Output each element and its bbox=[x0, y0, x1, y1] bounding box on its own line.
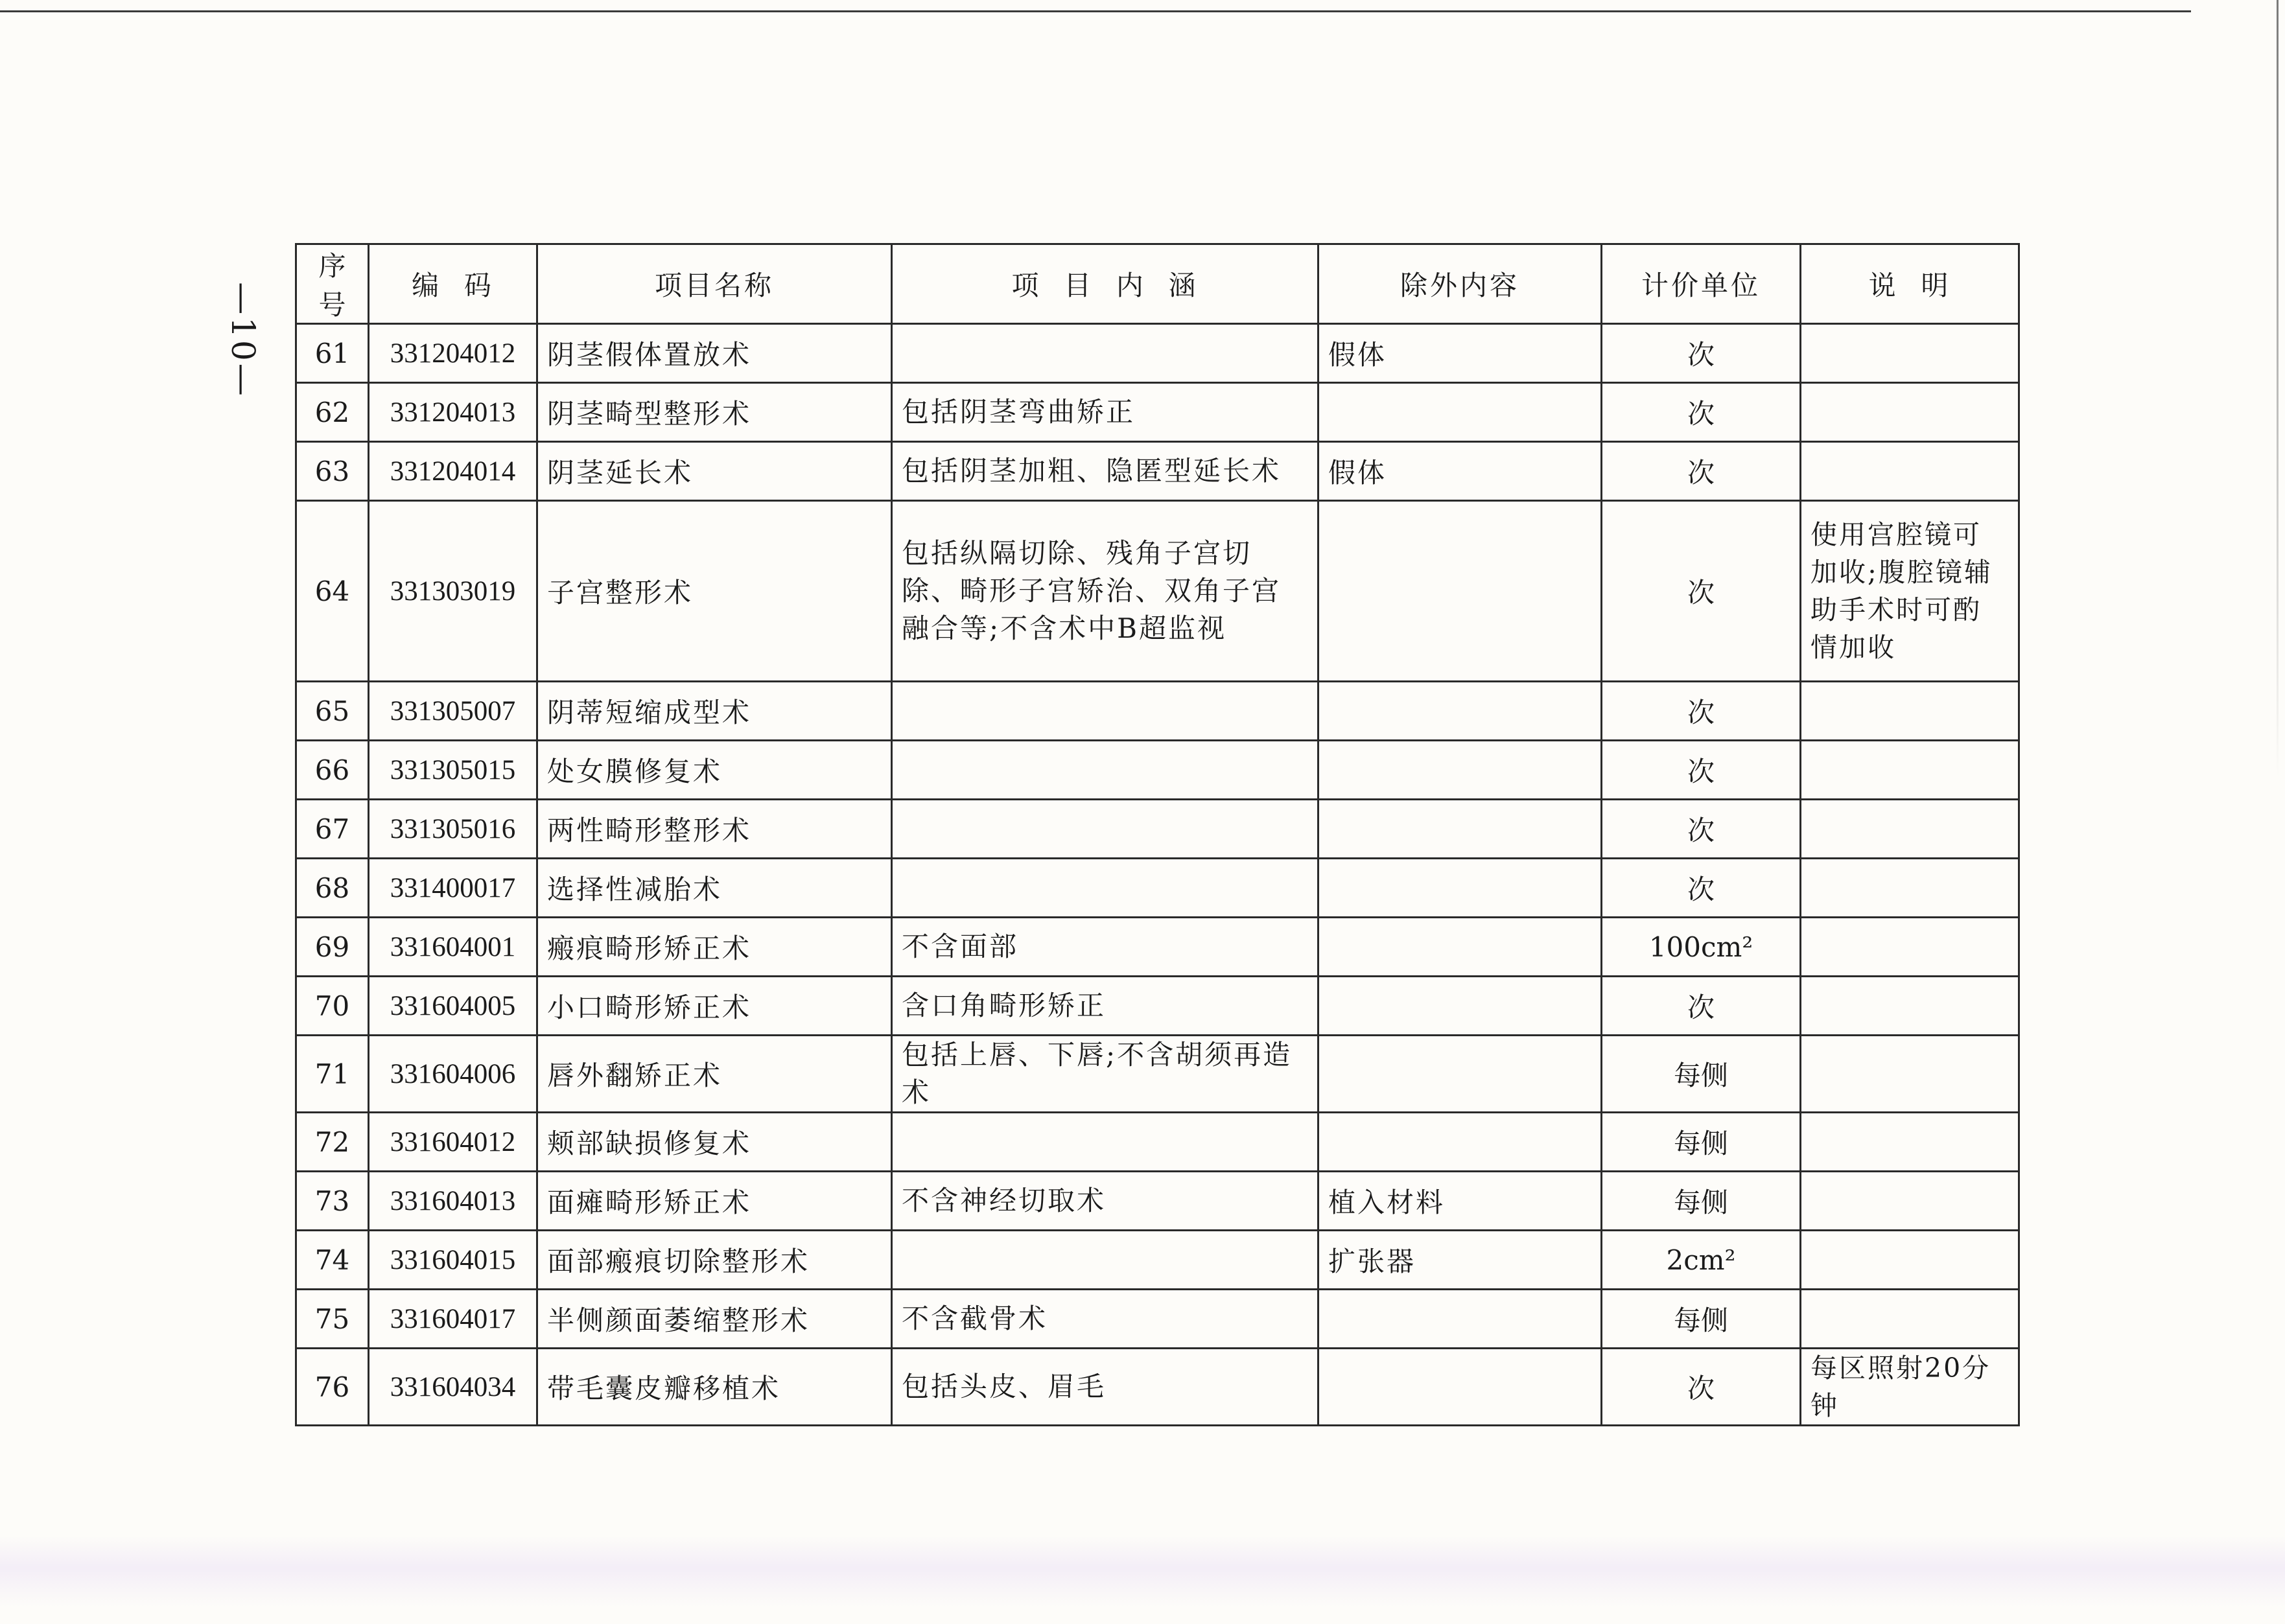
header-unit: 计价单位 bbox=[1602, 244, 1801, 324]
cell-note bbox=[1801, 1113, 2019, 1172]
cell-unit: 次 bbox=[1602, 324, 1801, 383]
page-number-text: —10— bbox=[224, 282, 262, 399]
cell-unit: 100cm² bbox=[1602, 918, 1801, 977]
cell-unit: 次 bbox=[1602, 383, 1801, 442]
cell-unit: 次 bbox=[1602, 977, 1801, 1036]
cell-code: 331604006 bbox=[369, 1036, 537, 1113]
cell-seq: 67 bbox=[296, 800, 369, 859]
cell-seq: 63 bbox=[296, 442, 369, 501]
cell-seq: 74 bbox=[296, 1231, 369, 1290]
cell-excluded bbox=[1318, 1290, 1602, 1349]
cell-name: 阴蒂短缩成型术 bbox=[537, 682, 892, 741]
table-row bbox=[296, 977, 2019, 1036]
cell-name: 半侧颜面萎缩整形术 bbox=[537, 1290, 892, 1349]
cell-name: 颊部缺损修复术 bbox=[537, 1113, 892, 1172]
table-row bbox=[296, 741, 2019, 800]
table-body bbox=[296, 324, 2019, 1426]
header-name: 项目名称 bbox=[537, 244, 892, 324]
page-edge-shadow bbox=[2277, 0, 2279, 778]
cell-code: 331604034 bbox=[369, 1349, 537, 1426]
cell-name: 唇外翻矫正术 bbox=[537, 1036, 892, 1113]
cell-name: 处女膜修复术 bbox=[537, 741, 892, 800]
cell-seq: 68 bbox=[296, 859, 369, 918]
cell-code: 331604013 bbox=[369, 1172, 537, 1231]
cell-excluded: 假体 bbox=[1318, 324, 1602, 383]
scan-tint bbox=[0, 1536, 2285, 1607]
table-row bbox=[296, 1290, 2019, 1349]
cell-seq: 72 bbox=[296, 1113, 369, 1172]
cell-content: 含口角畸形矫正 bbox=[892, 977, 1318, 1036]
cell-excluded bbox=[1318, 383, 1602, 442]
cell-excluded bbox=[1318, 859, 1602, 918]
cell-name: 阴茎假体置放术 bbox=[537, 324, 892, 383]
cell-code: 331204012 bbox=[369, 324, 537, 383]
cell-code: 331204014 bbox=[369, 442, 537, 501]
cell-name: 选择性减胎术 bbox=[537, 859, 892, 918]
table-header-row bbox=[296, 244, 2019, 324]
cell-code: 331604012 bbox=[369, 1113, 537, 1172]
table-row bbox=[296, 383, 2019, 442]
cell-seq: 71 bbox=[296, 1036, 369, 1113]
cell-note bbox=[1801, 324, 2019, 383]
cell-name: 两性畸形整形术 bbox=[537, 800, 892, 859]
cell-unit: 每侧 bbox=[1602, 1036, 1801, 1113]
cell-code: 331604001 bbox=[369, 918, 537, 977]
cell-name: 面部瘢痕切除整形术 bbox=[537, 1231, 892, 1290]
cell-note: 每区照射20分钟 bbox=[1801, 1349, 2019, 1426]
cell-seq: 64 bbox=[296, 501, 369, 682]
table-row bbox=[296, 859, 2019, 918]
cell-unit: 每侧 bbox=[1602, 1113, 1801, 1172]
table-row bbox=[296, 1172, 2019, 1231]
cell-unit: 2cm² bbox=[1602, 1231, 1801, 1290]
cell-note bbox=[1801, 1231, 2019, 1290]
cell-excluded bbox=[1318, 918, 1602, 977]
cell-content: 包括上唇、下唇;不含胡须再造术 bbox=[892, 1036, 1318, 1113]
cell-excluded bbox=[1318, 741, 1602, 800]
cell-code: 331604005 bbox=[369, 977, 537, 1036]
cell-excluded bbox=[1318, 501, 1602, 682]
cell-unit: 每侧 bbox=[1602, 1172, 1801, 1231]
header-seq: 序号 bbox=[296, 244, 369, 324]
fee-items-table bbox=[295, 243, 2020, 1426]
cell-seq: 66 bbox=[296, 741, 369, 800]
table-row bbox=[296, 1349, 2019, 1426]
header-note: 说 明 bbox=[1801, 244, 2019, 324]
cell-note bbox=[1801, 442, 2019, 501]
header-content: 项 目 内 涵 bbox=[892, 244, 1318, 324]
cell-seq: 69 bbox=[296, 918, 369, 977]
header-excluded: 除外内容 bbox=[1318, 244, 1602, 324]
table-row bbox=[296, 501, 2019, 682]
cell-note bbox=[1801, 1172, 2019, 1231]
cell-name: 子宫整形术 bbox=[537, 501, 892, 682]
cell-content: 不含截骨术 bbox=[892, 1290, 1318, 1349]
cell-note bbox=[1801, 383, 2019, 442]
cell-unit: 每侧 bbox=[1602, 1290, 1801, 1349]
cell-seq: 62 bbox=[296, 383, 369, 442]
cell-name: 阴茎延长术 bbox=[537, 442, 892, 501]
cell-name: 带毛囊皮瓣移植术 bbox=[537, 1349, 892, 1426]
cell-content bbox=[892, 800, 1318, 859]
cell-content: 包括阴茎弯曲矫正 bbox=[892, 383, 1318, 442]
cell-content: 不含神经切取术 bbox=[892, 1172, 1318, 1231]
cell-seq: 73 bbox=[296, 1172, 369, 1231]
cell-note bbox=[1801, 977, 2019, 1036]
cell-note bbox=[1801, 918, 2019, 977]
cell-content bbox=[892, 1113, 1318, 1172]
cell-code: 331305015 bbox=[369, 741, 537, 800]
cell-unit: 次 bbox=[1602, 501, 1801, 682]
cell-content: 包括纵隔切除、残角子宫切除、畸形子宫矫治、双角子宫融合等;不含术中B超监视 bbox=[892, 501, 1318, 682]
cell-content bbox=[892, 1231, 1318, 1290]
cell-unit: 次 bbox=[1602, 442, 1801, 501]
table-row bbox=[296, 1036, 2019, 1113]
table-row bbox=[296, 682, 2019, 741]
cell-content: 包括头皮、眉毛 bbox=[892, 1349, 1318, 1426]
cell-content bbox=[892, 859, 1318, 918]
cell-content bbox=[892, 741, 1318, 800]
cell-unit: 次 bbox=[1602, 1349, 1801, 1426]
cell-excluded: 扩张器 bbox=[1318, 1231, 1602, 1290]
cell-note bbox=[1801, 1290, 2019, 1349]
table-row bbox=[296, 800, 2019, 859]
cell-excluded bbox=[1318, 977, 1602, 1036]
table-row bbox=[296, 324, 2019, 383]
cell-code: 331604017 bbox=[369, 1290, 537, 1349]
cell-note: 使用宫腔镜可加收;腹腔镜辅助手术时可酌情加收 bbox=[1801, 501, 2019, 682]
cell-note bbox=[1801, 859, 2019, 918]
cell-excluded bbox=[1318, 1349, 1602, 1426]
cell-content: 包括阴茎加粗、隐匿型延长术 bbox=[892, 442, 1318, 501]
cell-excluded bbox=[1318, 682, 1602, 741]
cell-excluded: 植入材料 bbox=[1318, 1172, 1602, 1231]
cell-code: 331303019 bbox=[369, 501, 537, 682]
cell-code: 331400017 bbox=[369, 859, 537, 918]
cell-content bbox=[892, 324, 1318, 383]
cell-code: 331305007 bbox=[369, 682, 537, 741]
table-row bbox=[296, 918, 2019, 977]
cell-unit: 次 bbox=[1602, 800, 1801, 859]
cell-excluded bbox=[1318, 1036, 1602, 1113]
cell-note bbox=[1801, 741, 2019, 800]
cell-name: 小口畸形矫正术 bbox=[537, 977, 892, 1036]
cell-note bbox=[1801, 800, 2019, 859]
cell-note bbox=[1801, 682, 2019, 741]
cell-note bbox=[1801, 1036, 2019, 1113]
cell-content: 不含面部 bbox=[892, 918, 1318, 977]
cell-unit: 次 bbox=[1602, 859, 1801, 918]
cell-seq: 75 bbox=[296, 1290, 369, 1349]
cell-code: 331604015 bbox=[369, 1231, 537, 1290]
cell-code: 331305016 bbox=[369, 800, 537, 859]
cell-content bbox=[892, 682, 1318, 741]
cell-excluded bbox=[1318, 1113, 1602, 1172]
top-border-line bbox=[0, 10, 2191, 12]
cell-unit: 次 bbox=[1602, 741, 1801, 800]
cell-code: 331204013 bbox=[369, 383, 537, 442]
cell-excluded bbox=[1318, 800, 1602, 859]
cell-unit: 次 bbox=[1602, 682, 1801, 741]
page-number bbox=[220, 253, 266, 428]
cell-seq: 61 bbox=[296, 324, 369, 383]
cell-name: 瘢痕畸形矫正术 bbox=[537, 918, 892, 977]
table-row bbox=[296, 442, 2019, 501]
cell-name: 面瘫畸形矫正术 bbox=[537, 1172, 892, 1231]
cell-seq: 70 bbox=[296, 977, 369, 1036]
cell-seq: 65 bbox=[296, 682, 369, 741]
table-row bbox=[296, 1231, 2019, 1290]
header-code: 编 码 bbox=[369, 244, 537, 324]
cell-excluded: 假体 bbox=[1318, 442, 1602, 501]
table-row bbox=[296, 1113, 2019, 1172]
cell-seq: 76 bbox=[296, 1349, 369, 1426]
cell-name: 阴茎畸型整形术 bbox=[537, 383, 892, 442]
